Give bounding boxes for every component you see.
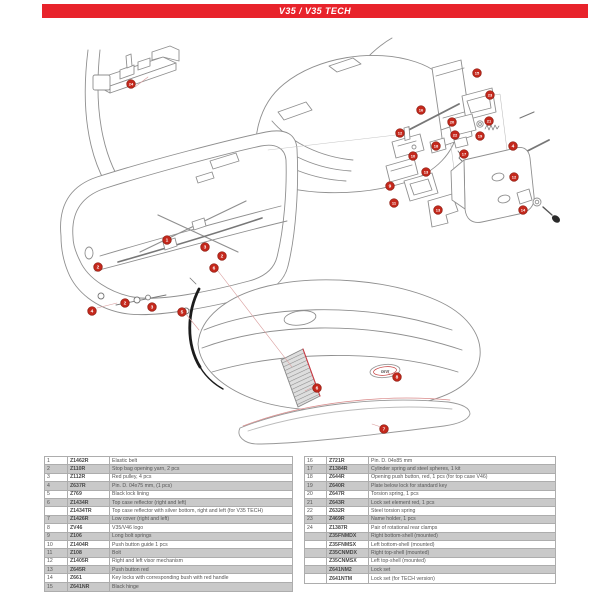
part-number: 12: [45, 558, 68, 565]
table-row: [45, 524, 292, 532]
part-description: Left top-shell (mounted): [371, 558, 426, 565]
part-description: Opening push button, red, 1 pcs (for top case V46): [371, 474, 488, 481]
table-row: [305, 558, 555, 566]
part-number: [305, 566, 327, 573]
callout-number: 12: [397, 130, 403, 136]
table-row: [305, 491, 555, 499]
table-row: [45, 499, 292, 507]
callout-number: 16: [418, 107, 424, 113]
part-number: 14: [45, 574, 68, 581]
open-side-case: [61, 131, 298, 315]
callout-number: 22: [452, 132, 458, 138]
part-code: Z632R: [327, 507, 369, 514]
part-code: Z35FNMDX: [327, 533, 369, 540]
table-row: [305, 499, 555, 507]
callout-number: 14: [520, 207, 526, 213]
table-row: [45, 549, 292, 557]
part-number: [305, 558, 327, 565]
part-description: Top case reflector with silver bottom, right and left (for V35 TECH): [112, 508, 263, 515]
table-row: [305, 507, 555, 515]
part-code: Z1434R: [68, 499, 110, 506]
callout-number: 23: [487, 92, 493, 98]
table-row: [305, 533, 555, 541]
part-number: 9: [45, 533, 68, 540]
parts-table-right: [304, 456, 556, 584]
part-description: Plate below lock for standard key: [371, 482, 448, 489]
part-description: Right top-shell (mounted): [371, 549, 430, 556]
part-code: Z641NTM: [327, 574, 369, 582]
callout-number: 6: [315, 386, 319, 392]
part-description: Lock set element red, 1 pcs: [371, 499, 435, 506]
part-code: Z1384R: [327, 465, 369, 472]
part-description: Top case reflector (right and left): [112, 499, 187, 506]
callout-number: 7: [382, 427, 386, 433]
table-row: [45, 558, 292, 566]
part-code: Z643R: [327, 499, 369, 506]
callout-number: 10: [410, 153, 416, 159]
callout-number: 2: [123, 301, 127, 307]
part-code: Z108: [68, 549, 110, 556]
table-row: [305, 482, 555, 490]
part-description: Push button red: [112, 566, 149, 573]
part-number: 8: [45, 524, 68, 531]
part-description: Red pulley, 4 pcs: [112, 474, 152, 481]
callout-number: 1: [165, 238, 169, 244]
callout-number: 11: [391, 200, 397, 206]
part-description: Pin. D. 04x85 mm: [371, 457, 413, 464]
part-number: 6: [45, 499, 68, 506]
table-row: [305, 574, 555, 582]
table-row: [45, 491, 292, 499]
part-description: Name holder, 1 pcs: [371, 516, 416, 523]
part-code: Z1387R: [327, 524, 369, 531]
part-number: 11: [45, 549, 68, 556]
part-number: 2: [45, 465, 68, 472]
part-code: Z35CNMDX: [327, 549, 369, 556]
part-code: Z721R: [327, 457, 369, 464]
part-code: Z645R: [68, 566, 110, 573]
callout-number: 4: [511, 144, 515, 150]
part-number: [305, 574, 327, 582]
callout-number: 4: [90, 309, 94, 315]
callout-number: 12: [511, 174, 517, 180]
callout-number: 13: [423, 169, 429, 175]
callout-number: 19: [477, 133, 483, 139]
part-description: Black hinge: [112, 584, 139, 591]
part-description: Elastic belt: [112, 457, 138, 464]
table-row: [305, 465, 555, 473]
part-code: Z35CNMSX: [327, 558, 369, 565]
part-code: Z112R: [68, 474, 110, 481]
part-number: 23: [305, 516, 327, 523]
part-code: Z1462R: [68, 457, 110, 464]
callout-number: 9: [388, 184, 392, 190]
callout-number: 15: [474, 70, 480, 76]
part-number: 20: [305, 491, 327, 498]
part-code: Z110R: [68, 465, 110, 472]
part-code: Z637R: [68, 482, 110, 489]
table-row: [305, 457, 555, 465]
part-description: Black lock lining: [112, 491, 149, 498]
table-row: [45, 457, 292, 465]
part-code: Z647R: [327, 491, 369, 498]
part-number: 18: [305, 474, 327, 481]
part-number: 17: [305, 465, 327, 472]
table-row: [45, 507, 292, 515]
table-row: [45, 474, 292, 482]
part-description: Pair of rotational rear clamps: [371, 524, 438, 531]
part-description: Long bolt springs: [112, 533, 152, 540]
badge-logo-text: GIVI: [380, 369, 390, 374]
part-number: 3: [45, 474, 68, 481]
page-title: V35 / V35 TECH: [278, 6, 352, 16]
table-row: [45, 465, 292, 473]
table-row: [45, 533, 292, 541]
part-code: Z641NM2: [327, 566, 369, 573]
part-description: Lock set (for TECH version): [371, 575, 435, 582]
part-description: Right bottom-shell (mounted): [371, 533, 438, 540]
part-description: Lock set: [371, 566, 391, 573]
part-number: 24: [305, 524, 327, 531]
part-description: Stop bag opening yarn, 2 pcs: [112, 466, 180, 473]
part-code: ZV46: [68, 524, 110, 531]
table-row: [305, 474, 555, 482]
part-number: [305, 549, 327, 556]
callout-number: 3: [203, 245, 207, 251]
table-row: [45, 574, 292, 582]
part-number: 16: [305, 457, 327, 464]
callout-number: 21: [486, 118, 492, 124]
part-number: 19: [305, 482, 327, 489]
part-code: Z35FNMSX: [327, 541, 369, 548]
part-description: Key locks with corresponding bush with red handle: [112, 575, 229, 582]
part-number: 10: [45, 541, 68, 548]
part-description: Push button guide 1 pcs: [112, 541, 168, 548]
part-code: Z106: [68, 533, 110, 540]
callout-number: 18: [433, 143, 439, 149]
part-description: Low cover (right and left): [112, 516, 170, 523]
part-description: Cylinder spring and steel spheres, 1 kit: [371, 466, 461, 473]
part-code: Z1434TR: [68, 507, 110, 514]
table-row: [45, 583, 292, 591]
callout-number: 20: [449, 119, 455, 125]
part-description: Pin. D. 04x75 mm, (1 pcs): [112, 482, 172, 489]
callout-number: 2: [96, 265, 100, 271]
table-row: [305, 524, 555, 532]
part-description: Steel torsion spring: [371, 508, 416, 515]
part-code: Z661: [68, 574, 110, 581]
table-row: [45, 516, 292, 524]
part-number: [305, 541, 327, 548]
table-row: [45, 541, 292, 549]
part-code: Z469R: [327, 516, 369, 523]
table-row: [305, 549, 555, 557]
part-number: 15: [45, 583, 68, 591]
key-with-handle: [543, 207, 562, 224]
part-description: Right and left visor mechanism: [112, 558, 183, 565]
table-row: [45, 482, 292, 490]
part-code: Z1404R: [68, 541, 110, 548]
part-number: [305, 533, 327, 540]
part-number: 5: [45, 491, 68, 498]
part-code: Z1426R: [68, 516, 110, 523]
part-number: 13: [45, 566, 68, 573]
part-code: Z640R: [327, 482, 369, 489]
callout-number: 3: [150, 305, 154, 311]
callout-number: 13: [435, 207, 441, 213]
part-code: Z1405R: [68, 558, 110, 565]
part-description: V35/V46 logo: [112, 524, 144, 531]
table-row: [45, 566, 292, 574]
part-number: 21: [305, 499, 327, 506]
part-description: Left bottom-shell (mounted): [371, 541, 435, 548]
callout-number: 2: [220, 254, 224, 260]
part-code: Z644R: [327, 474, 369, 481]
table-row: [305, 516, 555, 524]
part-number: [45, 507, 68, 514]
callout-number: 17: [461, 151, 467, 157]
callout-number: 5: [180, 310, 184, 316]
part-number: 22: [305, 507, 327, 514]
callout-number: 8: [395, 375, 399, 381]
table-row: [305, 541, 555, 549]
callout-number: 24: [128, 81, 134, 87]
part-number: 7: [45, 516, 68, 523]
part-code: Z769: [68, 491, 110, 498]
part-number: 1: [45, 457, 68, 464]
parts-table-left: [44, 456, 293, 592]
part-description: Torsion spring, 1 pcs: [371, 491, 419, 498]
callout-number: 6: [212, 266, 216, 272]
table-row: [305, 566, 555, 574]
part-number: 4: [45, 482, 68, 489]
part-code: Z641NR: [68, 583, 110, 591]
part-description: Bolt: [112, 549, 121, 556]
